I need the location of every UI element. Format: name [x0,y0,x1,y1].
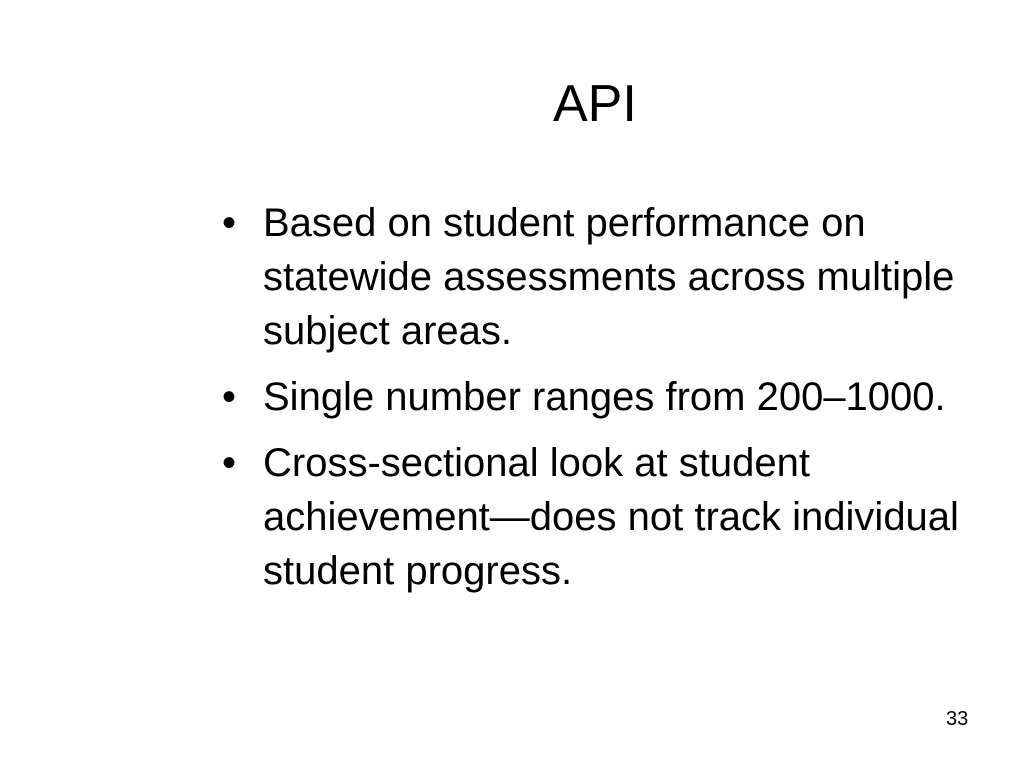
bullet-icon: • [222,201,237,245]
slide-title: API [553,75,637,133]
bullet-text: Single number ranges from 200–1000. [263,375,946,419]
bullet-icon: • [222,441,237,485]
bullet-list [222,196,962,598]
slide-number: 33 [946,708,969,730]
bullet-text: Based on student performance on statewide assessments across multiple subject areas. [263,201,955,353]
bullet-item [222,370,962,424]
bullet-icon: • [222,375,237,419]
bullet-item [222,196,962,358]
bullet-text: Cross-sectional look at student achievement—does not track individual student progress. [263,441,959,593]
bullet-item [222,436,962,598]
